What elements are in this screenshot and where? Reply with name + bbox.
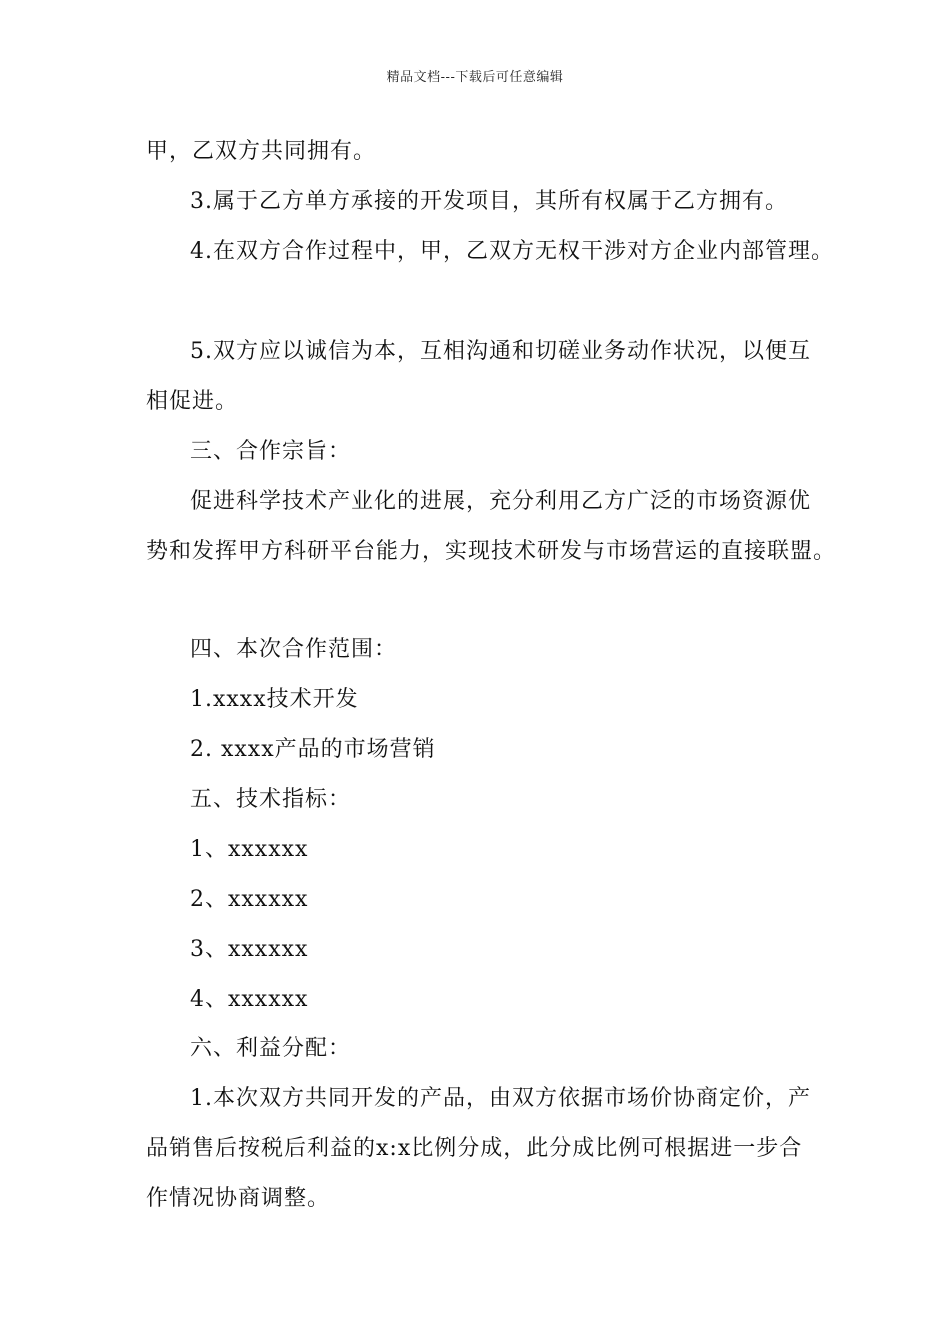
section-heading: 三、合作宗旨：	[190, 439, 352, 464]
list-item: 4、xxxxxx	[190, 987, 309, 1012]
list-item: 3、xxxxxx	[190, 937, 309, 962]
section-heading: 六、利益分配：	[190, 1036, 352, 1061]
text-line: 品销售后按税后利益的x:x比例分成，此分成比例可根据进一步合	[146, 1136, 803, 1161]
text-line: 势和发挥甲方科研平台能力，实现技术研发与市场营运的直接联盟。	[146, 539, 837, 564]
text-line: 作情况协商调整。	[146, 1186, 331, 1211]
section-heading: 四、本次合作范围：	[190, 637, 398, 662]
text-line: 促进科学技术产业化的进展，充分利用乙方广泛的市场资源优	[190, 489, 812, 514]
text-line: 甲，乙双方共同拥有。	[146, 139, 377, 164]
section-heading: 五、技术指标：	[190, 787, 352, 812]
list-item: 1.xxxx技术开发	[190, 687, 359, 712]
page-header: 精品文档---下载后可任意编辑	[386, 70, 564, 85]
list-item: 2、xxxxxx	[190, 887, 309, 912]
text-line: 相促进。	[146, 389, 239, 414]
text-line: 1.本次双方共同开发的产品，由双方依据市场价协商定价，产	[190, 1086, 811, 1111]
text-line: 4.在双方合作过程中，甲，乙双方无权干涉对方企业内部管理。	[190, 239, 834, 264]
text-line: 5.双方应以诚信为本，互相沟通和切磋业务动作状况，以便互	[190, 339, 811, 364]
list-item: 1、xxxxxx	[190, 837, 309, 862]
text-line: 3.属于乙方单方承接的开发项目，其所有权属于乙方拥有。	[190, 189, 788, 214]
list-item: 2. xxxx产品的市场营销	[190, 737, 436, 762]
